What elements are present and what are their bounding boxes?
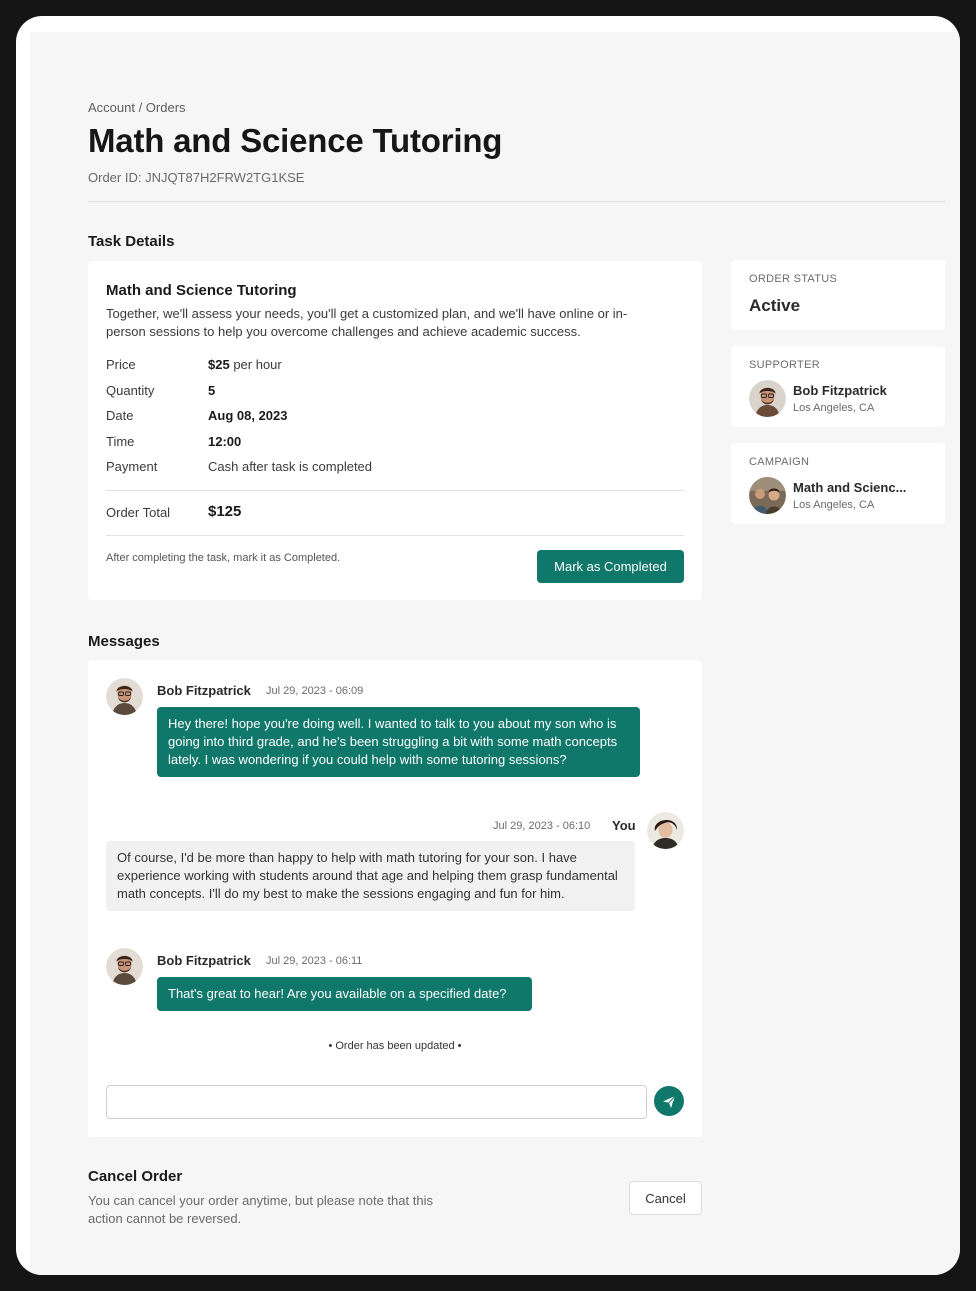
quantity-value: 5: [208, 383, 216, 398]
order-status-card: [731, 260, 945, 330]
order-total-label: Order Total: [106, 505, 171, 520]
header-divider: [88, 201, 945, 202]
order-id: Order ID: JNJQT87H2FRW2TG1KSE: [88, 170, 305, 185]
message-bubble: Of course, I'd be more than happy to help with math tutoring for your son. I have experience working with students around that age and helping them grasp fundamental math concepts. I'll do my best to make the sessions engaging and fun for him.: [106, 841, 635, 911]
divider: [106, 490, 684, 491]
campaign-name[interactable]: Math and Scienc...: [793, 480, 907, 495]
price-value: $25 per hour: [208, 357, 282, 372]
price-label: Price: [106, 357, 136, 372]
cancel-order-description: You can cancel your order anytime, but please note that this action cannot be reversed.: [88, 1193, 433, 1226]
message-bubble: That's great to hear! Are you available on a specified date?: [157, 977, 532, 1011]
time-value: 12:00: [208, 434, 242, 449]
cancel-order-button[interactable]: Cancel: [629, 1181, 702, 1215]
message-author: You: [612, 818, 636, 833]
task-description: Together, we'll assess your needs, you'll get a customized plan, and we'll have online or in-person sessions to help you overcome challenges and achieve academic success.: [106, 306, 628, 339]
supporter-location: Los Angeles, CA: [793, 402, 875, 414]
order-status-label: ORDER STATUS: [749, 273, 838, 285]
complete-hint: After completing the task, mark it as Completed.: [106, 552, 341, 564]
message-avatar: [106, 678, 143, 715]
page: [30, 32, 960, 1275]
campaign-location: Los Angeles, CA: [793, 499, 875, 511]
mark-as-completed-button[interactable]: Mark as Completed: [537, 550, 684, 583]
message-author: Bob Fitzpatrick: [157, 683, 251, 698]
task-details-card: [88, 261, 702, 600]
cancel-order-heading: Cancel Order: [88, 1168, 183, 1185]
payment-value: Cash after task is completed: [208, 459, 373, 474]
quantity-label: Quantity: [106, 383, 155, 398]
my-avatar: [647, 812, 684, 849]
order-total-value: $125: [208, 503, 242, 520]
order-status-value: Active: [749, 296, 801, 315]
task-details-heading: Task Details: [88, 233, 175, 250]
date-label: Date: [106, 408, 134, 423]
message-bubble: Hey there! hope you're doing well. I wanted to talk to you about my son who is going into third grade, and he's been struggling a bit with some math concepts lately. I was wondering if you could help with some tutoring sessions?: [157, 707, 640, 777]
task-name: Math and Science Tutoring: [106, 282, 297, 299]
campaign-avatar[interactable]: [749, 477, 786, 514]
send-button[interactable]: [654, 1086, 684, 1116]
message-time: Jul 29, 2023 - 06:11: [266, 955, 363, 967]
payment-label: Payment: [106, 459, 158, 474]
device-frame: [16, 16, 960, 1275]
message-author: Bob Fitzpatrick: [157, 953, 251, 968]
message-time: Jul 29, 2023 - 06:09: [266, 685, 364, 697]
send-icon: [654, 1104, 684, 1119]
supporter-label: SUPPORTER: [749, 359, 820, 371]
messages-heading: Messages: [88, 633, 160, 650]
message-time: Jul 29, 2023 - 06:10: [493, 820, 591, 832]
message-avatar: [106, 948, 143, 985]
breadcrumb[interactable]: Account / Orders: [88, 100, 186, 115]
messages-card: [88, 660, 702, 1137]
campaign-label: CAMPAIGN: [749, 456, 810, 468]
supporter-name[interactable]: Bob Fitzpatrick: [793, 383, 887, 398]
page-title: Math and Science Tutoring: [88, 122, 503, 159]
date-value: Aug 08, 2023: [208, 408, 288, 423]
supporter-card[interactable]: [731, 346, 945, 427]
campaign-card[interactable]: [731, 443, 945, 524]
time-label: Time: [106, 434, 135, 449]
message-input[interactable]: [106, 1085, 647, 1119]
system-note: • Order has been updated •: [328, 1040, 462, 1052]
supporter-avatar[interactable]: [749, 380, 786, 417]
divider: [106, 535, 684, 536]
